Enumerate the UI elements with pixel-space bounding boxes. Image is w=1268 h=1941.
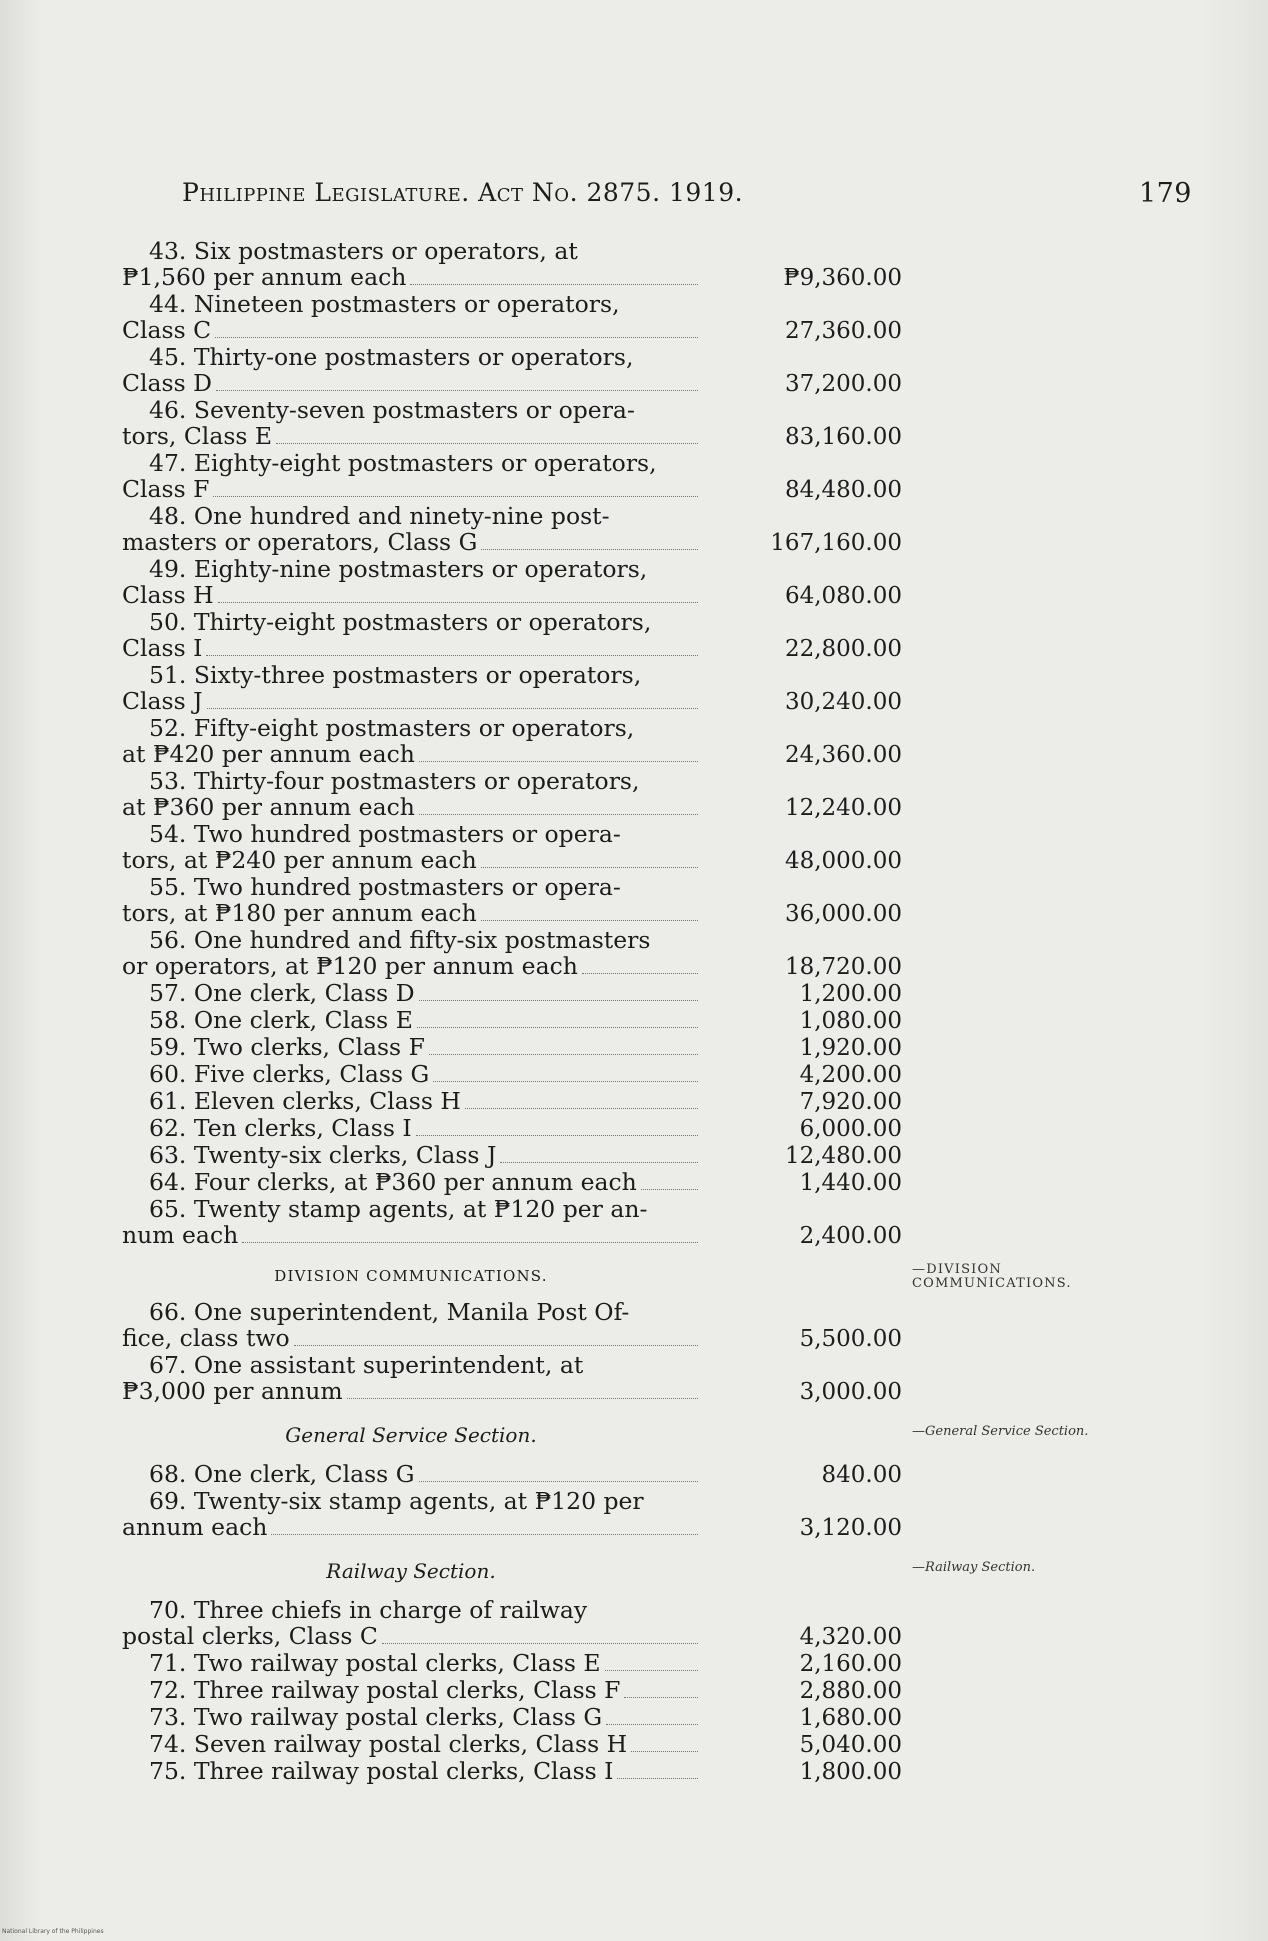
- list-item: 58. One clerk, Class E 1,080.00: [149, 1006, 902, 1034]
- amount: ₱9,360.00: [783, 265, 902, 291]
- railway-items: [122, 1650, 1222, 1785]
- list-item: 55. Two hundred postmasters or opera- tors, at ₱180 per annum each 36,000.00: [122, 873, 902, 927]
- division-items: [122, 1299, 1222, 1405]
- margin-note-general: —General Service Section.: [912, 1424, 1089, 1439]
- amount: 5,500.00: [799, 1326, 902, 1352]
- amount: 1,920.00: [799, 1035, 902, 1061]
- appropriation-list: [122, 238, 1222, 1785]
- list-item: 72. Three railway postal clerks, Class F 2,880.00: [149, 1676, 902, 1704]
- list-item: 75. Three railway postal clerks, Class I 1,800.00: [149, 1757, 902, 1785]
- list-item: 46. Seventy-seven postmasters or opera- tors, Class E 83,160.00: [122, 396, 902, 450]
- list-item: 61. Eleven clerks, Class H 7,920.00: [149, 1087, 902, 1115]
- amount: 1,080.00: [799, 1008, 902, 1034]
- list-item: 70. Three chiefs in charge of railway postal clerks, Class C 4,320.00: [122, 1596, 902, 1650]
- list-item: 66. One superintendent, Manila Post Of- fice, class two 5,500.00: [122, 1298, 902, 1352]
- list-item: 74. Seven railway postal clerks, Class H 5,040.00: [149, 1730, 902, 1758]
- list-item: 48. One hundred and ninety-nine post- masters or operators, Class G 167,160.00: [122, 502, 902, 556]
- list-item: 57. One clerk, Class D 1,200.00: [149, 979, 902, 1007]
- library-footer: National Library of the Philippines: [2, 1928, 104, 1935]
- amount: 6,000.00: [799, 1116, 902, 1142]
- running-title: Philippine Legislature. Act No. 2875. 1919.: [182, 178, 744, 207]
- amount: 1,680.00: [799, 1705, 902, 1731]
- list-item: 47. Eighty-eight postmasters or operators, Class F 84,480.00: [122, 449, 902, 503]
- clerk-items: [122, 980, 1222, 1196]
- amount: 167,160.00: [770, 530, 902, 556]
- list-item: 53. Thirty-four postmasters or operators, at ₱360 per annum each 12,240.00: [122, 767, 902, 821]
- amount: 37,200.00: [784, 371, 902, 397]
- margin-note-railway: —Railway Section.: [912, 1560, 1036, 1575]
- list-item: 59. Two clerks, Class F 1,920.00: [149, 1033, 902, 1061]
- amount: 2,400.00: [799, 1223, 902, 1249]
- list-item: 64. Four clerks, at ₱360 per annum each 1,440.00: [149, 1168, 902, 1196]
- amount: 12,240.00: [784, 795, 902, 821]
- list-item: 65. Twenty stamp agents, at ₱120 per an- num each 2,400.00: [122, 1195, 902, 1249]
- list-item: 60. Five clerks, Class G 4,200.00: [149, 1060, 902, 1088]
- amount: 3,120.00: [799, 1515, 902, 1541]
- list-item: 44. Nineteen postmasters or operators, Class C 27,360.00: [122, 290, 902, 344]
- amount: 27,360.00: [784, 318, 902, 344]
- amount: 2,160.00: [799, 1651, 902, 1677]
- amount: 7,920.00: [799, 1089, 902, 1115]
- list-item: 69. Twenty-six stamp agents, at ₱120 per annum each 3,120.00: [122, 1487, 902, 1541]
- amount: 4,200.00: [799, 1062, 902, 1088]
- amount: 83,160.00: [784, 424, 902, 450]
- amount: 2,880.00: [799, 1678, 902, 1704]
- amount: 24,360.00: [784, 742, 902, 768]
- section-heading-railway: Railway Section. —Railway Section.: [122, 1559, 700, 1583]
- list-item: 56. One hundred and fifty-six postmasters or operators, at ₱120 per annum each 18,720.00: [122, 926, 902, 980]
- page-number: 179: [1138, 178, 1192, 209]
- list-item: 54. Two hundred postmasters or opera- tors, at ₱240 per annum each 48,000.00: [122, 820, 902, 874]
- amount: 84,480.00: [784, 477, 902, 503]
- amount: 840.00: [821, 1462, 902, 1488]
- amount: 12,480.00: [784, 1143, 902, 1169]
- list-item: 45. Thirty-one postmasters or operators, Class D 37,200.00: [122, 343, 902, 397]
- amount: 22,800.00: [784, 636, 902, 662]
- amount: 36,000.00: [784, 901, 902, 927]
- list-item: 49. Eighty-nine postmasters or operators, Class H 64,080.00: [122, 555, 902, 609]
- amount: 48,000.00: [784, 848, 902, 874]
- page-header: [182, 178, 1192, 218]
- amount: 1,800.00: [799, 1759, 902, 1785]
- amount: 1,440.00: [799, 1170, 902, 1196]
- amount: 64,080.00: [784, 583, 902, 609]
- list-item: 67. One assistant superintendent, at ₱3,000 per annum 3,000.00: [122, 1351, 902, 1405]
- list-item: 68. One clerk, Class G 840.00: [149, 1460, 902, 1488]
- section-heading-general: General Service Section. —General Service Section.: [122, 1423, 700, 1447]
- list-item: 63. Twenty-six clerks, Class J 12,480.00: [149, 1141, 902, 1169]
- amount: 18,720.00: [784, 954, 902, 980]
- list-item: 71. Two railway postal clerks, Class E 2,160.00: [149, 1649, 902, 1677]
- list-item: 62. Ten clerks, Class I 6,000.00: [149, 1114, 902, 1142]
- postmaster-items: [122, 238, 1222, 980]
- list-item: 73. Two railway postal clerks, Class G 1,680.00: [149, 1703, 902, 1731]
- amount: 4,320.00: [799, 1624, 902, 1650]
- amount: 30,240.00: [784, 689, 902, 715]
- amount: 1,200.00: [799, 981, 902, 1007]
- amount: 3,000.00: [799, 1379, 902, 1405]
- list-item: 43. Six postmasters or operators, at ₱1,560 per annum each ₱9,360.00: [122, 237, 902, 291]
- list-item: 50. Thirty-eight postmasters or operators, Class I 22,800.00: [122, 608, 902, 662]
- list-item: 52. Fifty-eight postmasters or operators, at ₱420 per annum each 24,360.00: [122, 714, 902, 768]
- amount: 5,040.00: [799, 1732, 902, 1758]
- list-item: 51. Sixty-three postmasters or operators, Class J 30,240.00: [122, 661, 902, 715]
- margin-note-division: —DIVISION COMMUNICATIONS.: [912, 1262, 1072, 1291]
- section-heading-division: DIVISION COMMUNICATIONS. —DIVISION COMMUNICATIONS.: [122, 1267, 700, 1285]
